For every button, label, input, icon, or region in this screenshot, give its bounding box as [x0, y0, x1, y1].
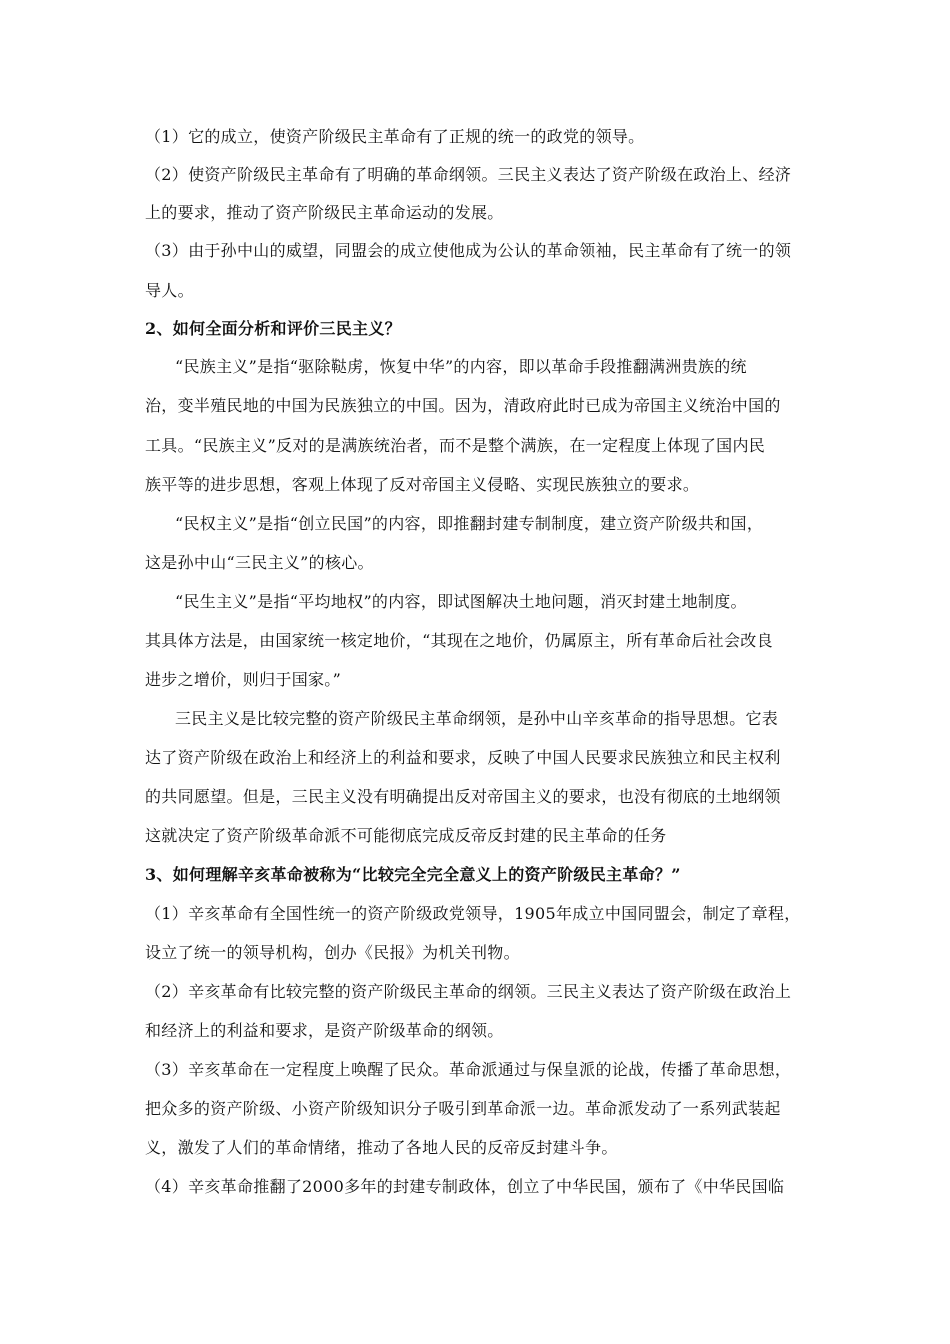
text-line: 上的要求，推动了资产阶级民主革命运动的发展。	[145, 203, 504, 222]
text-line: 这是孙中山“三民主义”的核心。	[145, 553, 374, 572]
text-line: “民生主义”是指“平均地权”的内容，即试图解决土地问题，消灭封建土地制度。	[175, 592, 747, 611]
text-line: 工具。“民族主义”反对的是满族统治者，而不是整个满族，在一定程度上体现了国内民	[145, 436, 766, 455]
text-line: 这就决定了资产阶级革命派不可能彻底完成反帝反封建的民主革命的任务	[145, 826, 667, 845]
text-line: 达了资产阶级在政治上和经济上的利益和要求，反映了中国人民要求民族独立和民主权利	[145, 748, 781, 767]
text-line: 治，变半殖民地的中国为民族独立的中国。因为，清政府此时已成为帝国主义统治中国的	[145, 396, 781, 415]
text-line: （4）辛亥革命推翻了2000多年的封建专制政体，创立了中华民国，颁布了《中华民国临	[145, 1177, 785, 1196]
text-line: （2）使资产阶级民主革命有了明确的革命纲领。三民主义表达了资产阶级在政治上、经济	[145, 165, 792, 184]
text-line: “民权主义”是指“创立民国”的内容，即推翻封建专制制度，建立资产阶级共和国，	[175, 514, 764, 533]
text-line: 把众多的资产阶级、小资产阶级知识分子吸引到革命派一边。革命派发动了一系列武装起	[145, 1099, 781, 1118]
text-line: （3）辛亥革命在一定程度上唤醒了民众。革命派通过与保皇派的论战，传播了革命思想，	[145, 1060, 792, 1079]
text-line: （1）它的成立，使资产阶级民主革命有了正规的统一的政党的领导。	[145, 127, 645, 146]
text-line: 导人。	[145, 281, 194, 300]
text-line: 和经济上的利益和要求，是资产阶级革命的纲领。	[145, 1021, 504, 1040]
text-line: 三民主义是比较完整的资产阶级民主革命纲领，是孙中山辛亥革命的指导思想。它表	[175, 709, 779, 728]
text-line: 的共同愿望。但是，三民主义没有明确提出反对帝国主义的要求，也没有彻底的土地纲领	[145, 787, 781, 806]
text-line: 设立了统一的领导机构，创办《民报》为机关刊物。	[145, 943, 520, 962]
text-line: 族平等的进步思想，客观上体现了反对帝国主义侵略、实现民族独立的要求。	[145, 475, 700, 494]
text-line: “民族主义”是指“驱除鞑虏，恢复中华”的内容，即以革命手段推翻满洲贵族的统	[175, 357, 747, 376]
text-line: 义，激发了人们的革命情绪，推动了各地人民的反帝反封建斗争。	[145, 1138, 618, 1157]
text-line: 进步之增价，则归于国家。”	[145, 670, 342, 689]
text-line: （2）辛亥革命有比较完整的资产阶级民主革命的纲领。三民主义表达了资产阶级在政治上	[145, 982, 792, 1001]
text-line: （3）由于孙中山的威望，同盟会的成立使他成为公认的革命领袖，民主革命有了统一的领	[145, 241, 792, 260]
text-line: 其具体方法是，由国家统一核定地价，“其现在之地价，仍属原主，所有革命后社会改良	[145, 631, 773, 650]
section-heading: 2、如何全面分析和评价三民主义？	[145, 319, 401, 338]
section-heading: 3、如何理解辛亥革命被称为“比较完全完全意义上的资产阶级民主革命？”	[145, 865, 681, 884]
text-line: （1）辛亥革命有全国性统一的资产阶级政党领导，1905年成立中国同盟会，制定了章程，	[145, 904, 801, 923]
